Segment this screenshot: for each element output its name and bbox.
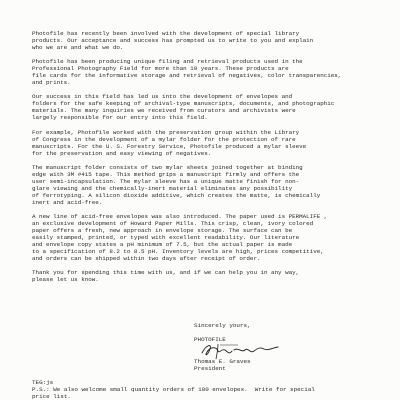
- letter-closing: [194, 322, 384, 372]
- paragraph-intro: Photofile has recently been involved with the development of special library products. Our acceptance and success has prompted us to write to you and explain who we are and what we do.: [32, 30, 314, 52]
- paragraph-success: Our success in this field has led us into the development of envelopes and folders for the safe keeping of archival-type manuscripts, documents, and photographic materials. The many inquiries we received from curators and archivists were largely responsible for our entry into this field.: [32, 93, 335, 122]
- postscript-line-1: P.S.: We also welcome small quantity orders of 100 envelopes. Write for special: [32, 386, 315, 394]
- paragraph-thanks: Thank you for spending this time with us, and if we can help you in any way, please let us know.: [32, 269, 300, 284]
- paragraph-history: Photofile has been producing unique filing and retrieval products used in the Professional Photography Field for more than 10 years. These products are file cards for the informative storage and retrieval of negatives, color transparencies, and prints.: [32, 58, 342, 87]
- letter-body: [32, 30, 380, 290]
- paragraph-example: For example, Photofile worked with the preservation group within the Library of Congress in the development of a mylar folder for the protection of rare manuscripts. For the U. S. Forestry Service, Photofile produced a mylar sleeve for the preservation and easy viewing of negatives.: [32, 128, 307, 157]
- letter-footer: [32, 379, 382, 400]
- company-name: PHOTOFILE: [194, 336, 226, 344]
- paragraph-manuscript-folder: The manuscript folder consists of two mylar sheets joined together at binding edge with 3M #415 tape. This method grips a manuscript firmly and offers the user semi-incapsulation. The mylar sleeve has a unique matte finish for non- glare viewing and the chemically-inert material eliminates any possibility of ferrotyping. A silicon dioxide additive, which creates the matte, is chemically inert and acid-free.: [32, 163, 321, 206]
- signer-title: President: [194, 365, 226, 373]
- paragraph-envelopes: A new line of acid-free envelopes was also introduced. The paper used is PERMALIFE , an exclusive development of Howard Paper Mills. This crisp, clean, ivory colored paper offers a fresh, new approach in envelope storage. The surface can be easily stamped, printed, or typed with excellent readability. Our literature and envelope copy states a pH minimum of 7.5, but the actual paper is made to a specification of 8.2 to 8.5 pH. Inventory levels are high, prices competitive, and orders can be shipped within two days after receipt of order.: [32, 212, 328, 263]
- signer-name: Thomas E. Graves: [194, 358, 251, 366]
- reference-initials: TEG:js: [32, 379, 54, 386]
- postscript-line-2: price list.: [32, 393, 71, 400]
- salutation: Sincerely yours,: [194, 322, 251, 329]
